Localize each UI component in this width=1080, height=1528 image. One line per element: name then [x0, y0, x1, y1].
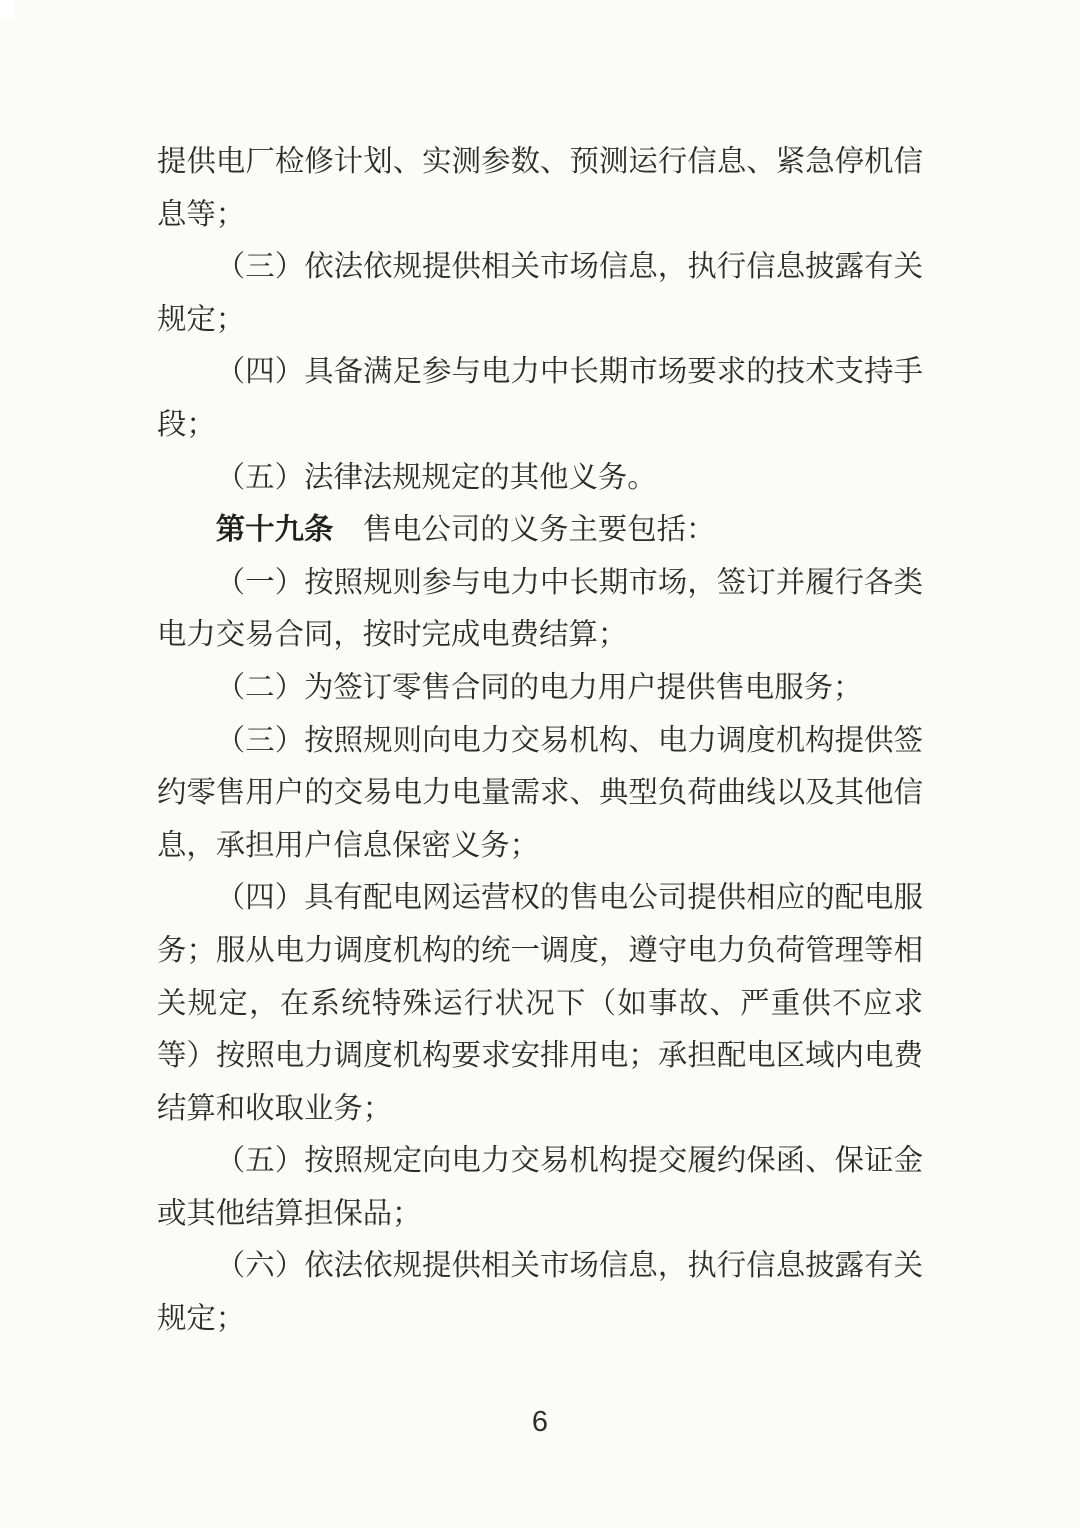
paragraph: （四）具有配电网运营权的售电公司提供相应的配电服务；服从电力调度机构的统一调度，遵守电力负荷管理等相关规定，在系统特殊运行状况下（如事故、严重供不应求等）按照电力调度机构要求安排用电；承担配电区域内电费结算和收取业务； — [157, 882, 923, 1125]
scan-artifact-corner — [0, 0, 14, 18]
paragraph: （二）为签订零售合同的电力用户提供售电服务； — [215, 671, 863, 704]
page-number: 6 — [531, 1406, 549, 1438]
paragraph: （五）法律法规规定的其他义务。 — [215, 461, 657, 494]
paragraph: （六）依法依规提供相关市场信息，执行信息披露有关规定； — [157, 1250, 923, 1336]
document-body — [157, 136, 923, 1346]
paragraph: 提供电厂检修计划、实测参数、预测运行信息、紧急停机信息等； — [157, 146, 923, 231]
paragraph: （五）按照规定向电力交易机构提交履约保函、保证金或其他结算担保品； — [157, 1145, 923, 1230]
paragraph: （一）按照规则参与电力中长期市场，签订并履行各类电力交易合同，按时完成电费结算； — [157, 566, 923, 652]
article-number-heading: 第十九条 — [215, 514, 334, 547]
paragraph: 第十九条 售电公司的义务主要包括： — [215, 514, 716, 547]
paragraph: （三）按照规则向电力交易机构、电力调度机构提供签约零售用户的交易电力电量需求、典型负荷曲线以及其他信息，承担用户信息保密义务； — [157, 724, 923, 862]
paragraph: （三）依法依规提供相关市场信息，执行信息披露有关规定； — [157, 251, 923, 336]
paragraph: （四）具备满足参与电力中长期市场要求的技术支持手段； — [157, 356, 923, 441]
